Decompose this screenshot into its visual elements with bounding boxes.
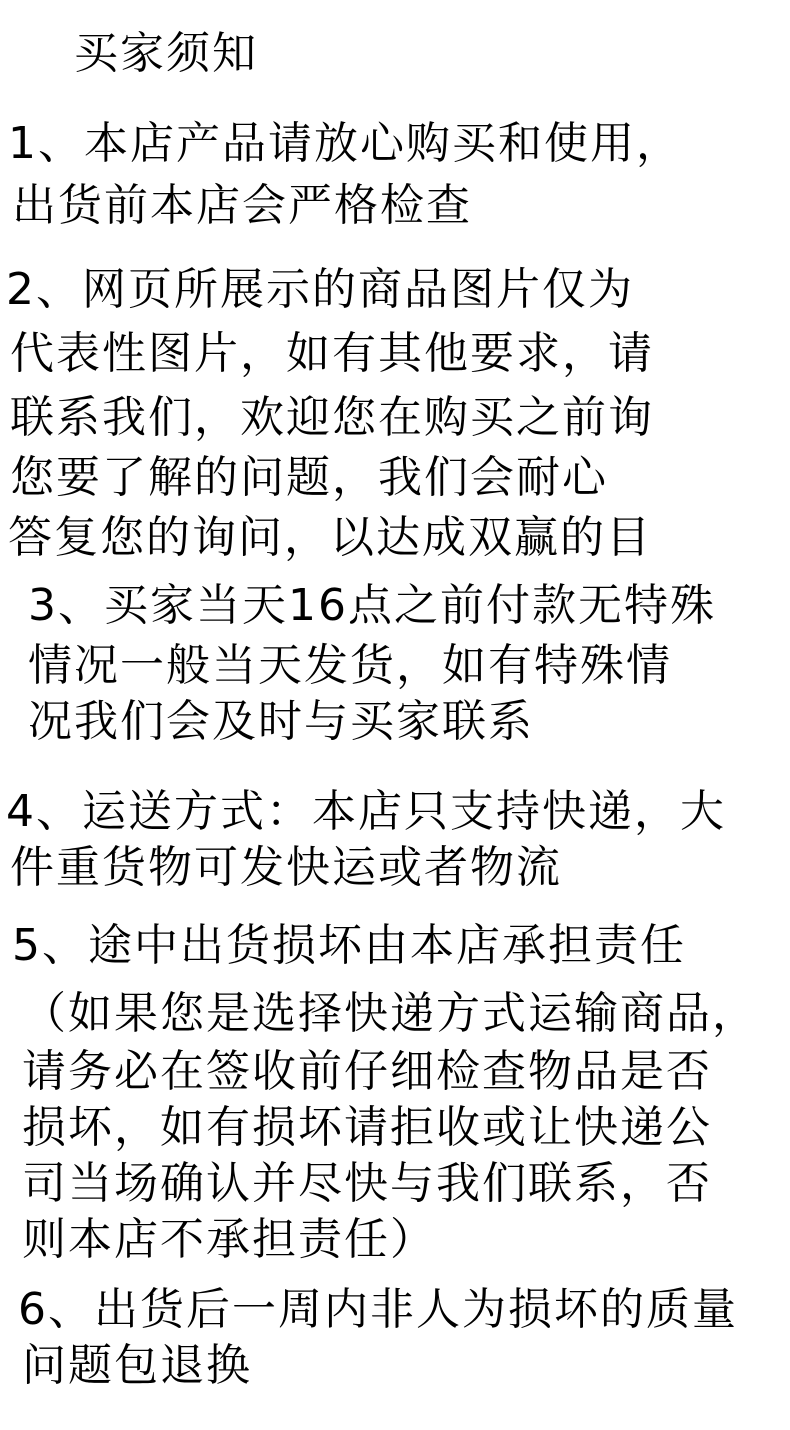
item-3-line-2: 情况一般当天发货，如有特殊情	[28, 640, 672, 691]
item-2-line-4: 您要了解的问题，我们会耐心	[10, 452, 608, 503]
item-5-line-6: 则本店不承担责任）	[22, 1214, 436, 1265]
item-4-line-1: 4、运送方式：本店只支持快递，大	[6, 786, 726, 837]
item-4-line-2: 件重货物可发快运或者物流	[10, 842, 562, 893]
item-3-line-1: 3、买家当天16点之前付款无特殊	[28, 580, 716, 631]
item-2-line-2: 代表性图片，如有其他要求，请	[10, 328, 654, 379]
item-1-line-2: 出货前本店会严格检查	[12, 180, 472, 231]
notice-title: 买家须知	[74, 28, 258, 79]
item-5-line-3: 请务必在签收前仔细检查物品是否	[22, 1046, 712, 1097]
item-5-line-1: 5、途中出货损坏由本店承担责任	[12, 920, 686, 971]
item-5-line-2: （如果您是选择快递方式运输商品，	[22, 988, 758, 1039]
item-2-line-5: 答复您的询问，以达成双赢的目	[8, 512, 652, 563]
item-2-line-1: 2、网页所展示的商品图片仅为	[6, 264, 634, 315]
item-2-line-3: 联系我们，欢迎您在购买之前询	[10, 392, 654, 443]
item-6-line-2: 问题包退换	[22, 1340, 252, 1391]
item-5-line-4: 损坏，如有损坏请拒收或让快递公	[22, 1102, 712, 1153]
item-6-line-1: 6、出货后一周内非人为损坏的质量	[18, 1284, 738, 1335]
item-1-line-1: 1、本店产品请放心购买和使用，	[8, 118, 682, 169]
item-5-line-5: 司当场确认并尽快与我们联系，否	[22, 1158, 712, 1209]
item-3-line-3: 况我们会及时与买家联系	[28, 696, 534, 747]
